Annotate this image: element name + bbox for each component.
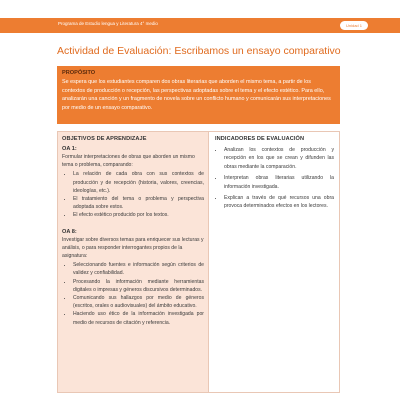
list-item: • Comunicando sus hallazgos por medio de géneros (escritos, orales o audiovisuales) del ámbito educativo. [73, 294, 204, 310]
indicators-header: INDICADORES DE EVALUACIÓN [215, 136, 305, 142]
list-item: • El tratamiento del tema o problema y perspectiva adoptada sobre estos. [73, 195, 204, 211]
oa1-list [62, 170, 204, 219]
oa8-label: OA 8: [62, 228, 77, 235]
objectives-indicators-table [57, 131, 340, 393]
indicators-column [210, 132, 339, 392]
oa8-list [62, 261, 204, 327]
list-item: • La relación de cada obra con sus contextos de producción y de recepción (historia, valores, creencias, ideologías, etc.). [73, 170, 204, 195]
list-item: • El efecto estético producido por los textos. [73, 211, 204, 219]
oa1-label: OA 1: [62, 146, 77, 152]
indicators-list [215, 146, 334, 211]
list-item: • Procesando la información mediante herramientas digitales o impresas y géneros discursivos determinados. [73, 278, 204, 294]
oa1-text: Formular interpretaciones de obras que aborden un mismo tema o problema, comparando: [62, 154, 195, 169]
program-header-text: Programa de Estudio lengua y Literatura 4° medio [58, 21, 158, 26]
purpose-box [57, 66, 340, 124]
list-item: • Explican a través de qué recursos una obra provoca determinados efectos en los lectores. [224, 194, 334, 211]
list-item: • Haciendo uso ético de la información investigada por medio de recursos de citación y referencia. [73, 310, 204, 326]
list-item: • Analizan los contextos de producción y recepción en los que se crean y difunden las obras mediante la comparación. [224, 146, 334, 171]
objectives-header: OBJETIVOS DE APRENDIZAJE [62, 136, 147, 142]
objectives-column [58, 132, 209, 392]
page-title: Actividad de Evaluación: Escribamos un ensayo comparativo [57, 45, 341, 57]
purpose-text: Se espera que los estudiantes comparen dos obras literarias que aborden el mismo tema, a partir de los contextos de producción o recepción, las perspectivas adoptadas sobre el tema y el efecto estético. Para ello, analizarán una canción y un fragmento de novela sobre un conflicto humano y comunicarán sus interpretaciones por medio de un ensayo comparativo. [62, 79, 331, 112]
purpose-title: PROPÓSITO [62, 70, 96, 76]
list-item: • Interpretan obras literarias utilizando la información investigada. [224, 174, 334, 191]
unit-badge: Unidad 1 [340, 21, 368, 30]
list-item: • Seleccionando fuentes e información según criterios de validez y confiabilidad. [73, 261, 204, 277]
header-bar [0, 18, 400, 33]
oa8-text: Investigar sobre diversos temas para enriquecer sus lecturas y análisis, o para responder interrogantes propios de la asignatura: [62, 236, 204, 260]
